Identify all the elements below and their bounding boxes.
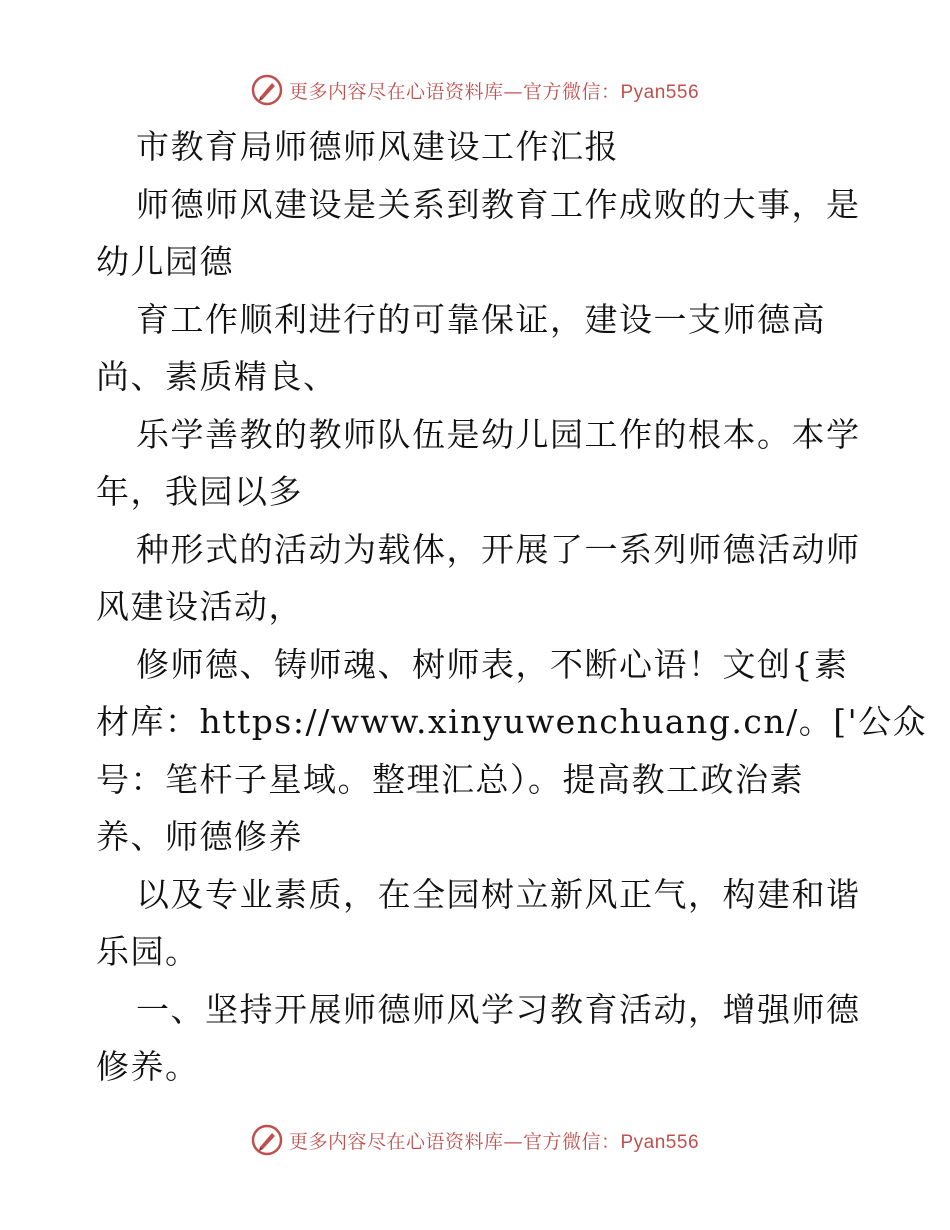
document-line: 年，我园以多	[96, 472, 303, 511]
document-line: 修养。	[96, 1047, 200, 1086]
watermark-label: 更多内容尽在心语资料库—官方微信：	[288, 1130, 621, 1153]
document-line: 乐园。	[96, 932, 200, 971]
watermark-label: 更多内容尽在心语资料库—官方微信：	[288, 80, 621, 103]
document-line: 号：笔杆子星域。整理汇总）。提高教工政治素	[96, 759, 804, 799]
document-line: 以及专业素质，在全园树立新风正气，构建和谐	[136, 874, 861, 914]
document-line: 乐学善教的教师队伍是幼儿园工作的根本。本学	[136, 414, 861, 454]
watermark-text	[289, 1127, 699, 1154]
section-heading: 一、坚持开展师德师风学习教育活动，增强师德	[136, 989, 861, 1029]
document-line: 种形式的活动为载体，开展了一系列师德活动师	[136, 529, 861, 569]
document-line: 修师德、铸师魂、树师表，不断心语！文创{素	[136, 644, 849, 684]
document-title: 市教育局师德师风建设工作汇报	[136, 127, 619, 166]
document-line: 风建设活动，	[96, 587, 303, 626]
header-watermark	[0, 68, 950, 112]
document-line: 养、师德修养	[96, 817, 303, 856]
watermark-text	[289, 77, 699, 104]
watermark-wechat-id: Pyan556	[620, 81, 700, 103]
document-line: 师德师风建设是关系到教育工作成败的大事，是	[136, 184, 861, 224]
document-line: 育工作顺利进行的可靠保证，建设一支师德高	[136, 299, 826, 339]
watermark-wechat-id: Pyan556	[620, 1131, 700, 1153]
pen-logo-icon	[251, 1124, 283, 1156]
document-body	[96, 118, 928, 1096]
document-line: 尚、素质精良、	[96, 357, 338, 396]
document-line: 幼儿园德	[96, 242, 234, 281]
document-line-url: 材库：https://www.xinyuwenchuang.cn/。['公众	[96, 702, 928, 741]
pen-logo-icon	[251, 74, 283, 106]
footer-watermark	[0, 1118, 950, 1162]
